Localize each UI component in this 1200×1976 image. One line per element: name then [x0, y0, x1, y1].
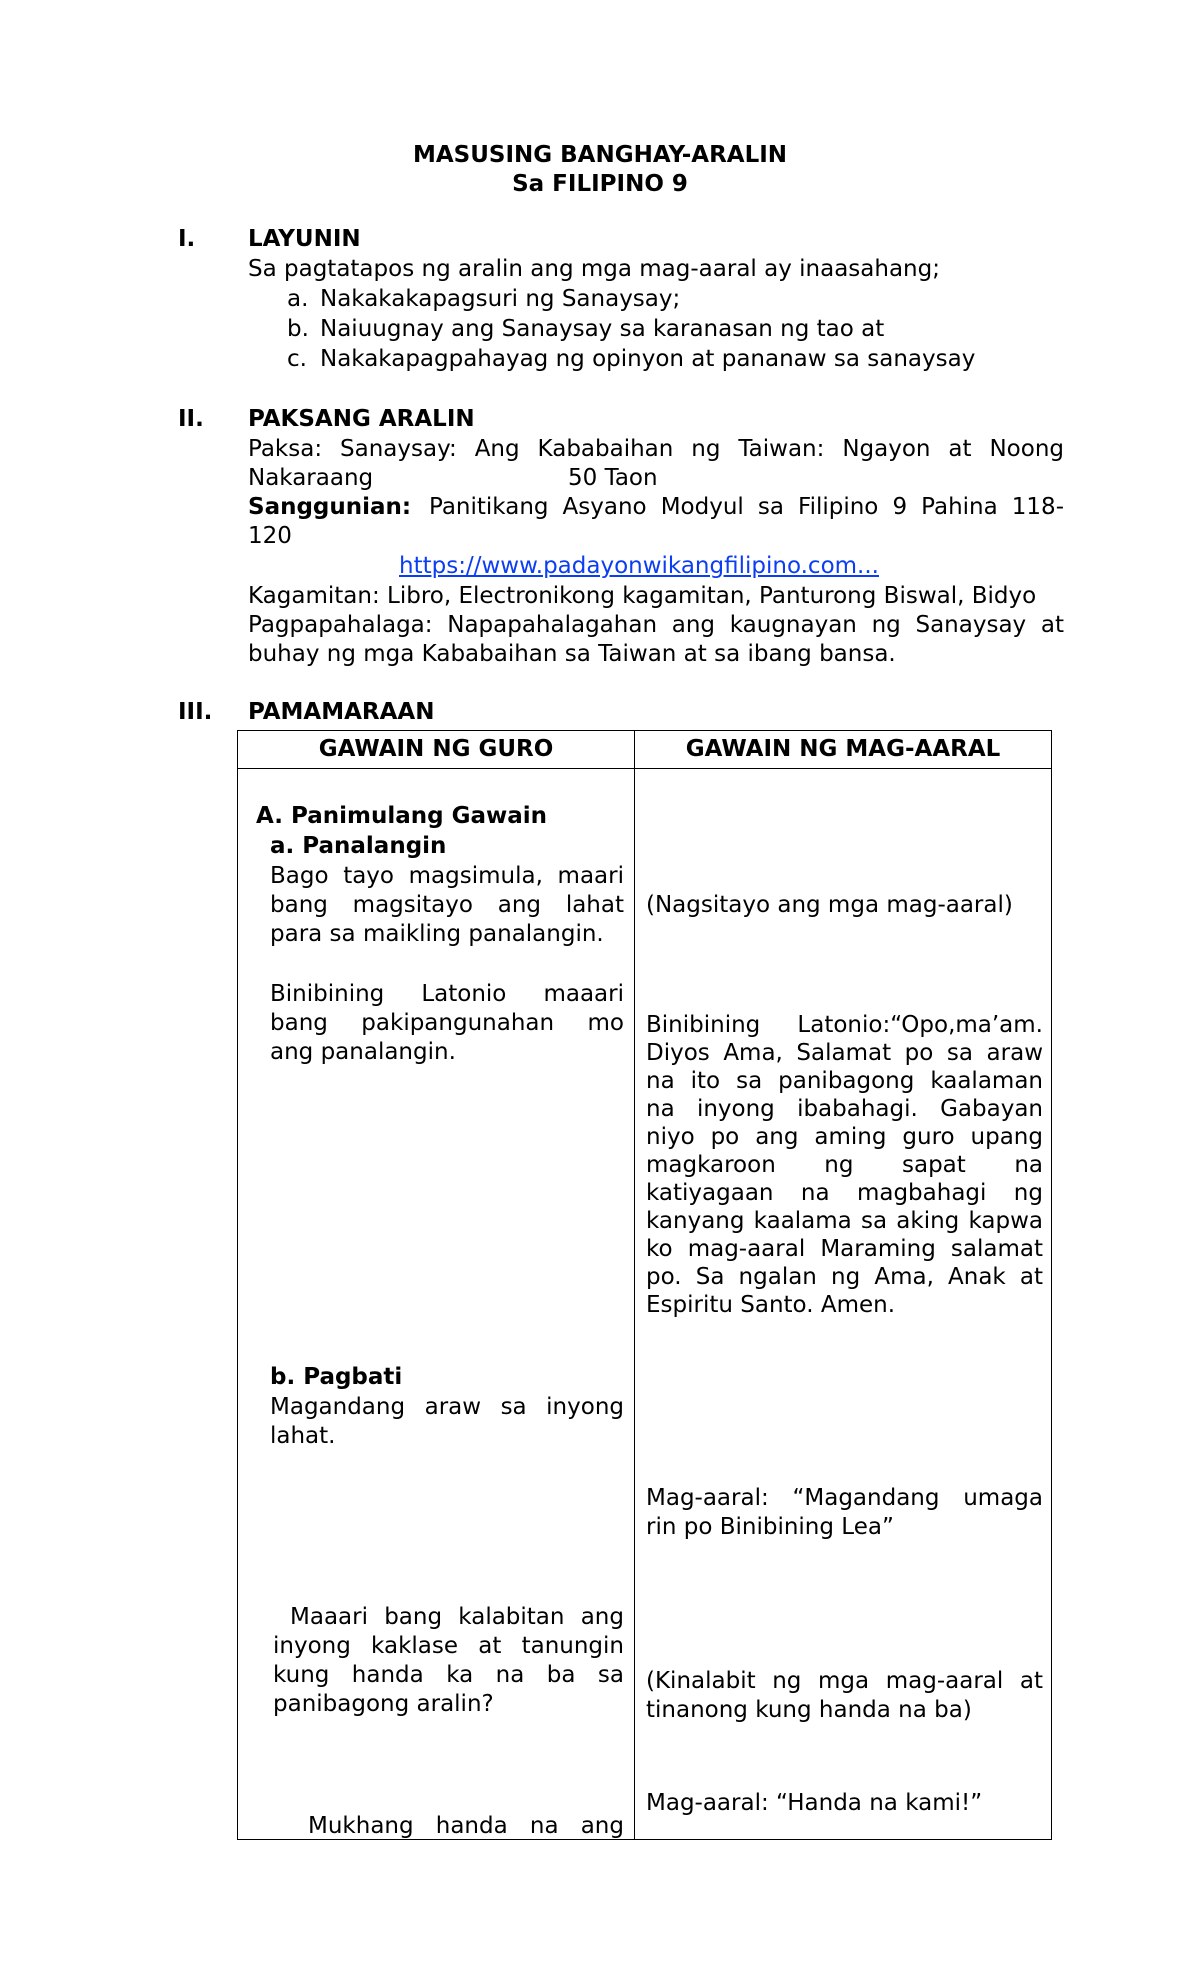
procedure-table — [237, 730, 1052, 1840]
section-3-heading: PAMAMARAAN — [248, 699, 435, 725]
teacher-text: lahat. — [270, 1423, 336, 1449]
paksa-line: 50 Taon — [568, 465, 658, 491]
student-prayer-line: Espiritu Santo. Amen. — [646, 1292, 896, 1318]
sanggunian-text: 120 — [248, 523, 292, 549]
student-prayer-line: magkaroon ng sapat na — [646, 1152, 1043, 1178]
kagamitan-text: Kagamitan: Libro, Electronikong kagamitan, Panturong Biswal, Bidyo — [248, 583, 1037, 609]
teacher-text: Magandang araw sa inyong — [270, 1394, 624, 1420]
objective-marker: c. — [287, 346, 307, 372]
sanggunian-text: Panitikang Asyano Modyul sa Filipino 9 Pahina 118- — [429, 494, 1064, 520]
teacher-text: Binibining Latonio maaari — [270, 981, 624, 1007]
student-text: Mag-aaral: “Magandang umaga — [646, 1485, 1043, 1511]
section-1-heading: LAYUNIN — [248, 226, 361, 252]
teacher-text: Bago tayo magsimula, maari — [270, 863, 624, 889]
student-text: (Nagsitayo ang mga mag-aaral) — [646, 892, 1013, 918]
document-title: MASUSING BANGHAY-ARALIN — [412, 142, 788, 168]
objective-text: Nakakapagpahayag ng opinyon at pananaw sa sanaysay — [320, 346, 976, 372]
student-text: (Kinalabit ng mga mag-aaral at — [646, 1668, 1043, 1694]
student-prayer-line: Diyos Ama, Salamat po sa araw — [646, 1040, 1043, 1066]
teacher-text: inyong kaklase at tanungin — [273, 1633, 624, 1659]
paksa-line: Nakaraang — [248, 465, 374, 491]
reference-link[interactable]: https://www.padayonwikangfilipino.com... — [399, 553, 879, 579]
student-prayer-line: Binibining Latonio:“Opo,ma’am. — [646, 1012, 1043, 1038]
student-prayer-block — [646, 1011, 1043, 1319]
paksa-line: Paksa: Sanaysay: Ang Kababaihan ng Taiwan: Ngayon at Noong — [248, 436, 1064, 462]
document-subtitle: Sa FILIPINO 9 — [512, 171, 688, 197]
part-a-heading: A. Panimulang Gawain — [256, 803, 548, 829]
student-text: rin po Binibining Lea” — [646, 1514, 894, 1540]
pagpapahalaga-text: Pagpapahalaga: Napapahalagahan ang kaugnayan ng Sanaysay at — [248, 612, 1064, 638]
section-2-heading: PAKSANG ARALIN — [248, 406, 475, 432]
objective-text: Naiuugnay ang Sanaysay sa karanasan ng tao at — [320, 316, 885, 342]
teacher-text: ang panalangin. — [270, 1039, 456, 1065]
student-prayer-line: po. Sa ngalan ng Ama, Anak at — [646, 1264, 1043, 1290]
header-divider — [238, 768, 1051, 769]
teacher-text: para sa maikling panalangin. — [270, 921, 604, 947]
teacher-text: kung handa ka na ba sa — [273, 1662, 624, 1688]
objective-marker: a. — [287, 286, 309, 312]
panalangin-heading: a. Panalangin — [270, 833, 447, 859]
section-1-intro: Sa pagtatapos ng aralin ang mga mag-aaral ay inaasahang; — [248, 256, 940, 282]
pagbati-heading: b. Pagbati — [270, 1364, 403, 1390]
student-text: Mag-aaral: “Handa na kami!” — [646, 1790, 983, 1816]
student-prayer-line: kanyang kaalama sa aking kapwa — [646, 1208, 1043, 1234]
section-3-numeral: III. — [178, 699, 213, 725]
teacher-text: bang pakipangunahan mo — [270, 1010, 624, 1036]
column-header-student: GAWAIN NG MAG-AARAL — [685, 736, 1001, 762]
student-text: tinanong kung handa na ba) — [646, 1697, 972, 1723]
teacher-text: bang magsitayo ang lahat — [270, 892, 624, 918]
section-1-numeral: I. — [178, 226, 196, 252]
objective-text: Nakakakapagsuri ng Sanaysay; — [320, 286, 681, 312]
teacher-text: Mukhang handa na ang — [308, 1813, 624, 1839]
student-prayer-line: katiyagaan na magbahagi ng — [646, 1180, 1043, 1206]
sanggunian-label: Sanggunian: — [248, 494, 412, 520]
teacher-text: Maaari bang kalabitan ang — [290, 1604, 624, 1630]
teacher-text: panibagong aralin? — [273, 1691, 494, 1717]
column-header-teacher: GAWAIN NG GURO — [318, 736, 554, 762]
student-prayer-line: ko mag-aaral Maraming salamat — [646, 1236, 1043, 1262]
column-divider — [634, 731, 635, 1839]
student-prayer-line: na inyong ibabahagi. Gabayan — [646, 1096, 1043, 1122]
objective-marker: b. — [287, 316, 309, 342]
student-prayer-line: niyo po ang aming guro upang — [646, 1124, 1043, 1150]
student-prayer-line: na ito sa panibagong kaalaman — [646, 1068, 1043, 1094]
section-2-numeral: II. — [178, 406, 204, 432]
pagpapahalaga-text: buhay ng mga Kababaihan sa Taiwan at sa ibang bansa. — [248, 641, 896, 667]
